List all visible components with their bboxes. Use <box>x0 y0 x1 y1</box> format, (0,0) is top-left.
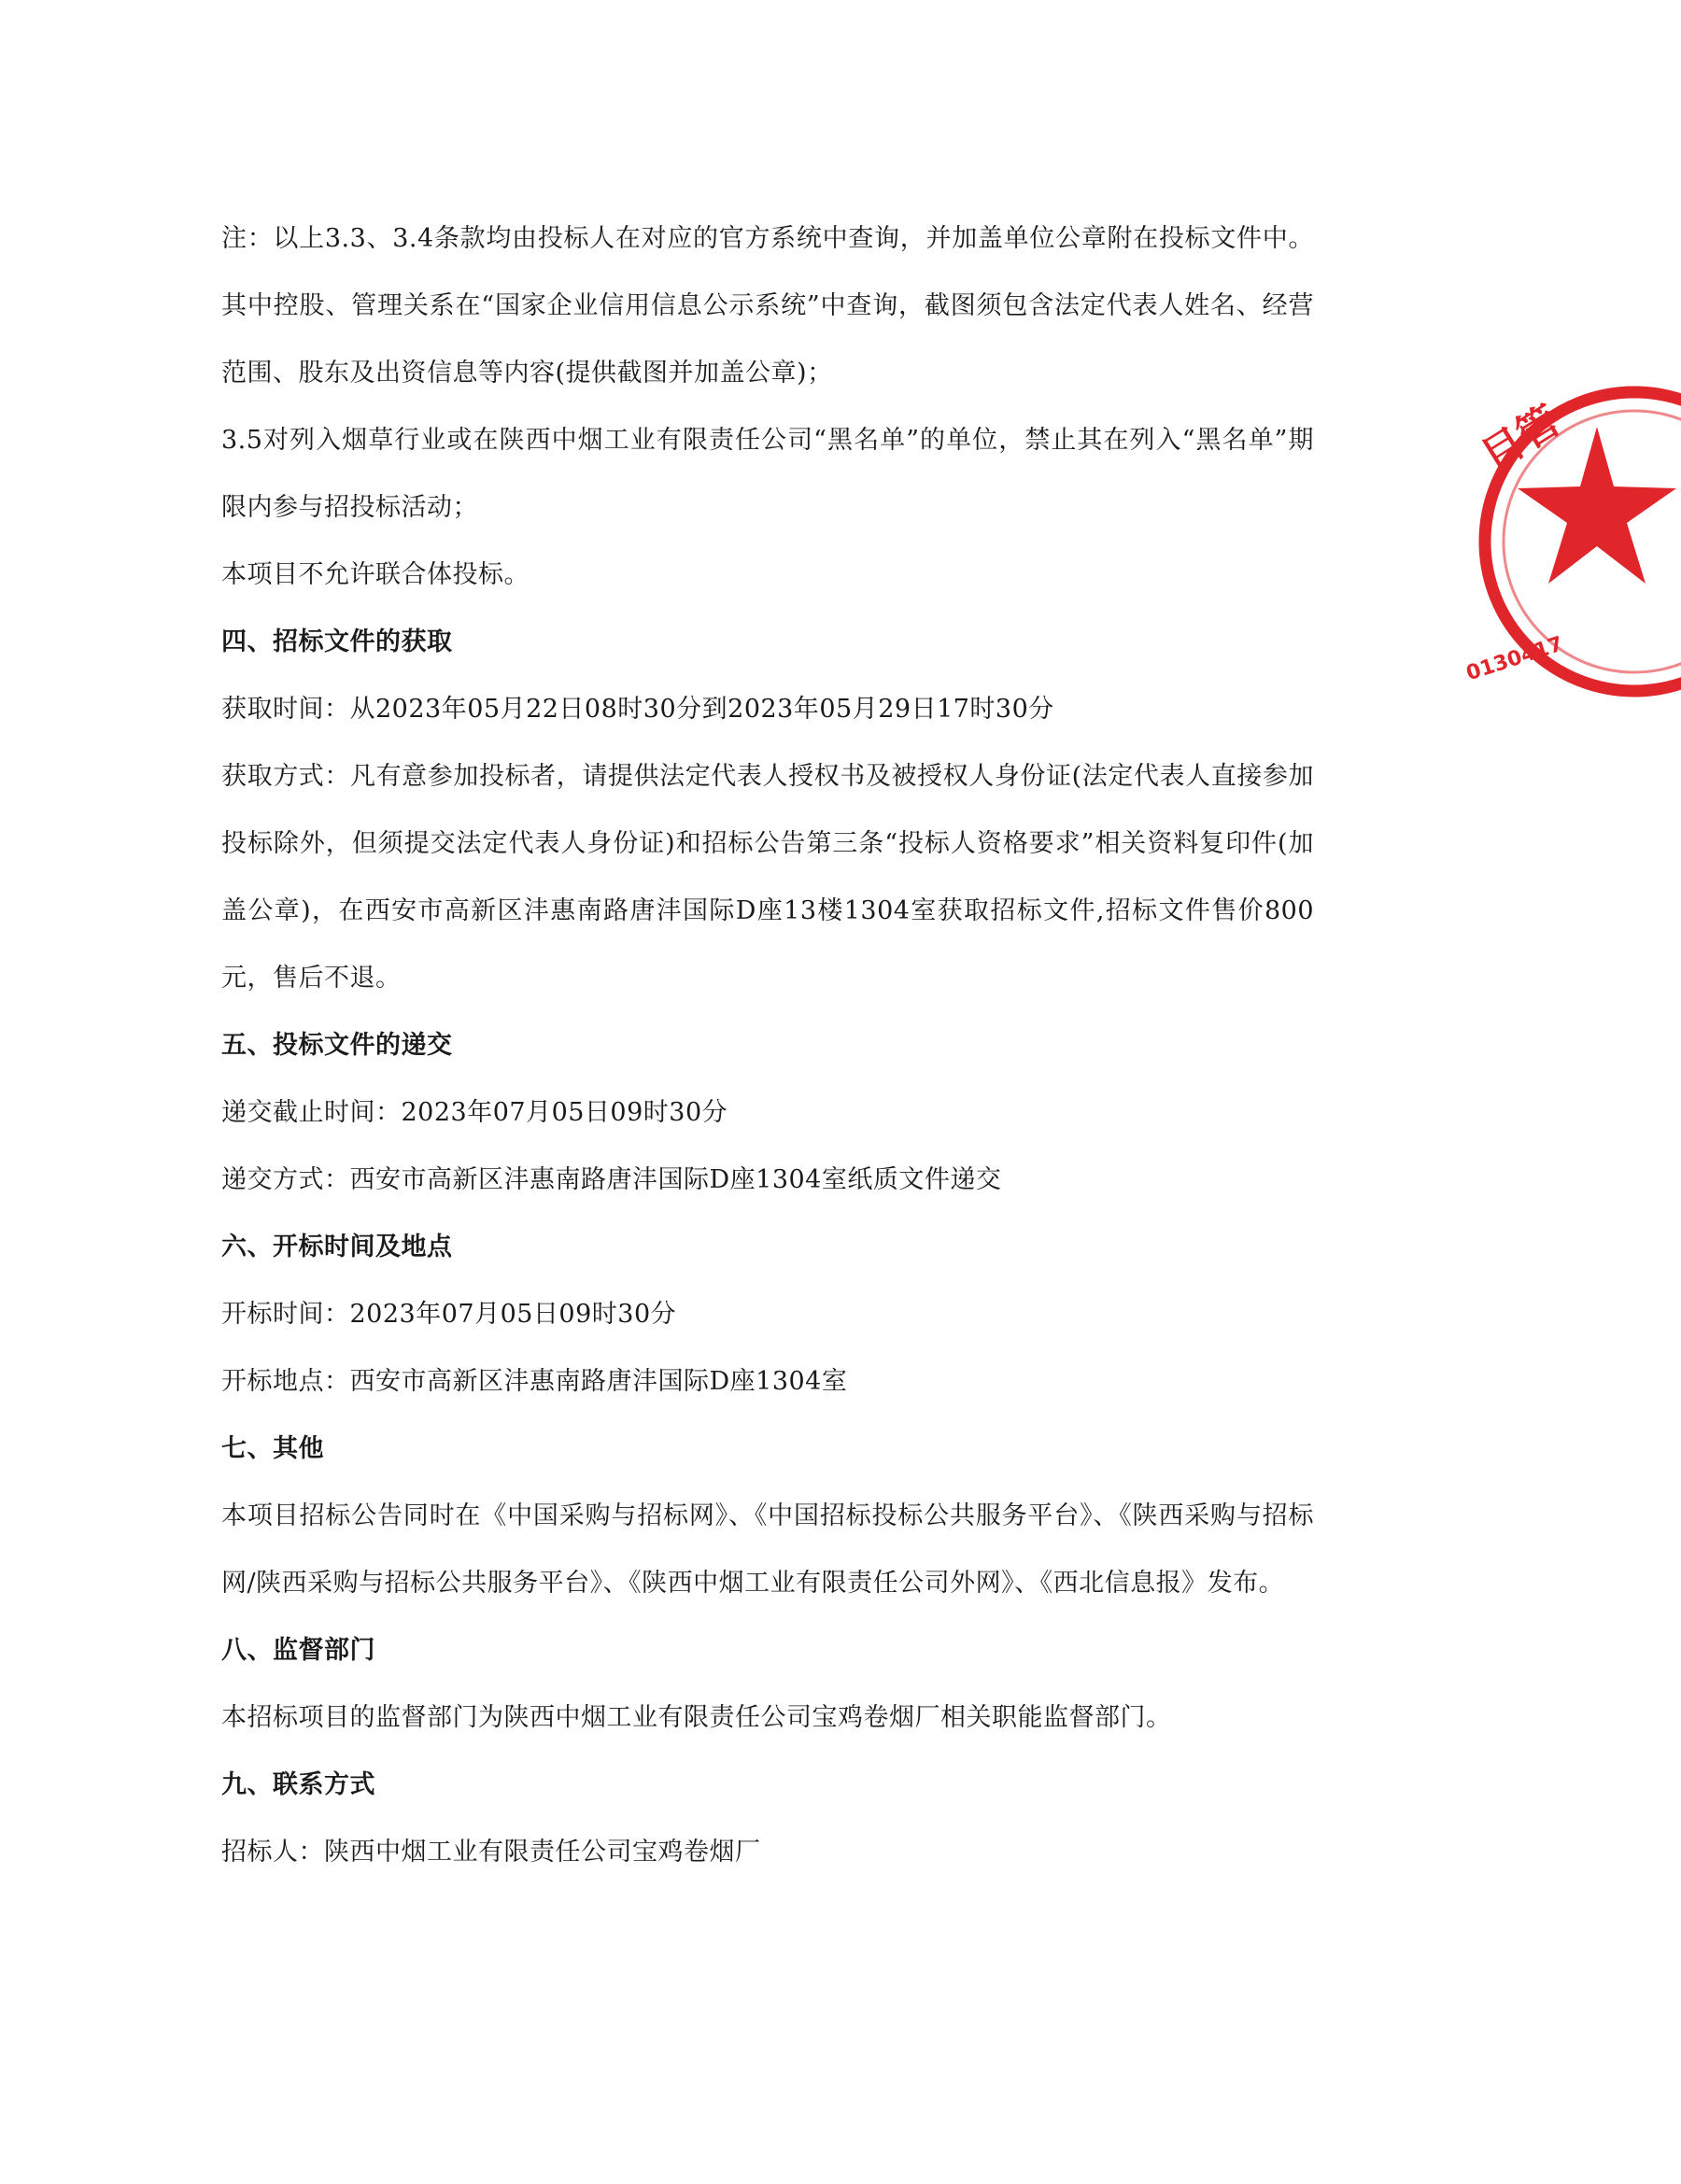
section-heading-7: 七、其他 <box>221 1434 324 1463</box>
opening-location-paragraph: 开标地点：西安市高新区沣惠南路唐沣国际D座1304室 <box>221 1367 848 1396</box>
opening-time-paragraph: 开标时间：2023年07月05日09时30分 <box>221 1300 677 1329</box>
seal-text-bottom: 0130417 <box>1463 632 1566 686</box>
section-heading-8: 八、监督部门 <box>221 1636 375 1665</box>
section-heading-6: 六、开标时间及地点 <box>221 1233 453 1261</box>
no-consortium-paragraph: 本项目不允许联合体投标。 <box>221 560 530 589</box>
document-body <box>221 205 1314 1886</box>
section-heading-5: 五、投标文件的递交 <box>221 1031 453 1060</box>
submit-deadline-paragraph: 递交截止时间：2023年07月05日09时30分 <box>221 1098 728 1127</box>
obtain-method-paragraph: 获取方式：凡有意参加投标者，请提供法定代表人授权书及被授权人身份证(法定代表人直接参加投标除外，但须提交法定代表人身份证)和招标公告第三条“投标人资格要求”相关资料复印件(加盖公章)，在西安市高新区沣惠南路唐沣国际D座13楼1304室获取招标文件,招标文件售价800元，售后不退。 <box>221 762 1314 993</box>
company-seal <box>1457 369 1681 705</box>
submit-method-paragraph: 递交方式：西安市高新区沣惠南路唐沣国际D座1304室纸质文件递交 <box>221 1165 1002 1194</box>
publication-paragraph: 本项目招标公告同时在《中国采购与招标网》、《中国招标投标公共服务平台》、《陕西采购与招标网/陕西采购与招标公共服务平台》、《陕西中烟工业有限责任公司外网》、《西北信息报》发布。 <box>221 1501 1314 1598</box>
seal-text-top: 目管 <box>1473 397 1569 482</box>
section-heading-4: 四、招标文件的获取 <box>221 627 453 656</box>
blacklist-paragraph: 3.5对列入烟草行业或在陕西中烟工业有限责任公司“黑名单”的单位，禁止其在列入“黑名单”期限内参与招投标活动； <box>221 426 1314 522</box>
note-paragraph: 注：以上3.3、3.4条款均由投标人在对应的官方系统中查询，并加盖单位公章附在投标文件中。其中控股、管理关系在“国家企业信用信息公示系统”中查询，截图须包含法定代表人姓名、经营范围、股东及出资信息等内容(提供截图并加盖公章)； <box>221 224 1314 387</box>
obtain-time-paragraph: 获取时间：从2023年05月22日08时30分到2023年05月29日17时30分 <box>221 695 1054 724</box>
tenderer-paragraph: 招标人：陕西中烟工业有限责任公司宝鸡卷烟厂 <box>221 1838 761 1867</box>
section-heading-9: 九、联系方式 <box>221 1770 375 1799</box>
supervision-paragraph: 本招标项目的监督部门为陕西中烟工业有限责任公司宝鸡卷烟厂相关职能监督部门。 <box>221 1703 1172 1732</box>
